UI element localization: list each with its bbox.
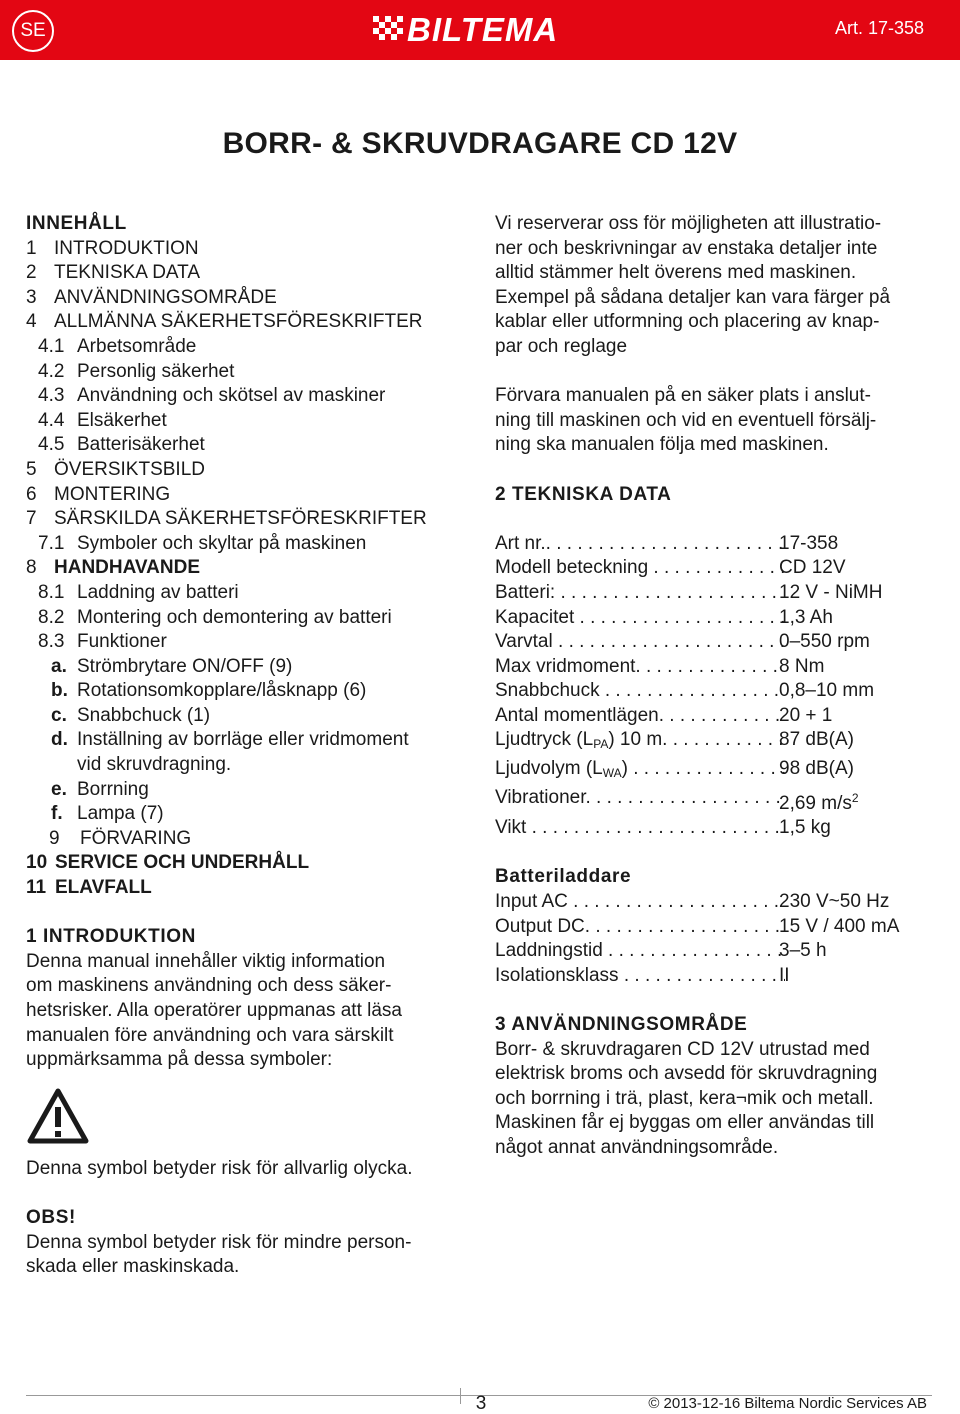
toc-item: 3 ANVÄNDNINGSOMRÅDE [26,286,277,308]
storage-line: ning ska manualen följa med maskinen. [495,434,829,456]
intro-line: uppmärksamma på dessa symboler: [26,1049,333,1071]
disclaimer-line: alltid stämmer helt överens med maskinen. [495,262,857,284]
charger-heading: Batteriladdare [495,866,632,888]
toc-item: d. Inställning av borrläge eller vridmoment [51,729,409,751]
toc-item: b. Rotationsomkopplare/låsknapp (6) [51,680,367,702]
spec-row: Output DC. . . . 15 V / 400 mA [495,915,935,940]
intro-heading: 1 INTRODUKTION [26,926,196,948]
intro-line: Denna manual innehåller viktig information [26,950,386,972]
brand-logo [373,12,558,48]
usage-line: något annat användningsområde. [495,1136,779,1158]
toc-item: 4.2 Personlig säkerhet [38,360,235,382]
usage-heading: 3 ANVÄNDNINGSOMRÅDE [495,1014,748,1035]
toc-item: 11 ELAVFALL [26,877,152,899]
disclaimer-line: par och reglage [495,335,628,357]
disclaimer-line: ner och beskrivningar av enstaka detaljer inte [495,237,878,259]
usage-line: elektrisk broms och avsedd för skruvdragning [495,1063,878,1085]
page-title: BORR- & SKRUVDRAGARE CD 12V [222,127,738,160]
spec-row: Vibrationer. . . . 2,69 $m/s^2$ [495,786,935,817]
spec-row: Max vridmoment. . . . 8 Nm [495,655,935,680]
spec-row: Ljudtryck $(L_{PA})$ 10 m. . . . 87 dB(A) [495,728,935,757]
spec-row: Modell beteckning . . . CD 12V [495,556,935,581]
toc-item: 8.1 Laddning av batteri [38,581,239,603]
spec-row: Laddningstid . . . 3–5 h [495,939,935,964]
storage-line: Förvara manualen på en säker plats i anslut- [495,385,871,407]
toc-heading: INNEHÅLL [26,213,127,234]
page-number: 3 [475,1393,487,1414]
spec-row: Isolationsklass . . . II [495,964,935,989]
checkered-flag-icon [373,16,403,44]
toc-item: 9 FÖRVARING [49,827,192,849]
warning-text: Denna symbol betyder risk för allvarlig olycka. [26,1157,413,1179]
toc-item: 4.1 Arbetsområde [38,335,197,357]
toc-item: 1 INTRODUKTION [26,237,199,259]
toc-item: 2 TEKNISKA DATA [26,262,201,284]
toc-item: 4.3 Användning och skötsel av maskiner [38,385,386,407]
spec-row: Ljudvolym $(L_{WA})$ . . . 98 dB(A) [495,757,935,786]
toc-item: 4.4 Elsäkerhet [38,409,167,431]
header-bar [0,0,960,60]
disclaimer-line: Exempel på sådana detaljer kan vara färger på [495,286,891,308]
language-badge: SE [12,10,54,52]
tech-heading: 2 TEKNISKA DATA [495,483,672,505]
toc-item: c. Snabbchuck (1) [51,704,211,726]
spec-row: Varvtal . . . 0–550 rpm [495,630,935,655]
toc-item: 5 ÖVERSIKTSBILD [26,458,205,480]
storage-line: ning till maskinen och vid en eventuell försälj- [495,409,877,431]
disclaimer-line: Vi reserverar oss för möjligheten att illustratio- [495,213,882,234]
toc-item: vid skruvdragning. [77,754,232,776]
toc-item: 6 MONTERING [26,483,171,505]
spec-row: Input AC . . . 230 V~50 Hz [495,890,935,915]
copyright: © 2013-12-16 Biltema Nordic Services AB [648,1395,927,1412]
right-column [495,212,935,1161]
intro-line: manualen före användning och vara särskilt [26,1024,394,1046]
left-column [26,212,466,1280]
spec-row: Antal momentlägen. . . . 20 + 1 [495,704,935,729]
toc-item: 4 ALLMÄNNA SÄKERHETSFÖRESKRIFTER [26,311,423,333]
brand-name: BILTEMA [407,11,559,48]
toc-item: 8.3 Funktioner [38,631,167,653]
disclaimer-line: kablar eller utformning och placering av knap- [495,311,880,333]
spec-row: Snabbchuck . . . 0,8–10 mm [495,679,935,704]
toc-item: 7.1 Symboler och skyltar på maskinen [38,532,367,554]
toc-item: 10 SERVICE OCH UNDERHÅLL [26,852,310,874]
toc-item: f. Lampa (7) [51,803,164,825]
warning-triangle-icon [26,1087,90,1145]
spec-row: Batteri: . . . 12 V - NiMH [495,581,935,606]
toc-item: 8.2 Montering och demontering av batteri [38,606,392,628]
toc-item: a. Strömbrytare ON/OFF (9) [51,655,293,677]
spec-row: Vikt . . . 1,5 kg [495,816,935,841]
toc-item: 7 SÄRSKILDA SÄKERHETSFÖRESKRIFTER [26,508,427,530]
toc-item: e. Borrning [51,778,149,800]
spec-row: Kapacitet . . . 1,3 Ah [495,606,935,631]
toc-item: 4.5 Batterisäkerhet [38,434,205,456]
usage-line: Borr- & skruvdragaren CD 12V utrustad med [495,1038,870,1060]
usage-line: Maskinen får ej byggas om eller användas till [495,1112,875,1134]
spec-row: Art nr.. . . . 17-358 [495,532,935,557]
obs-line: skada eller maskinskada. [26,1256,240,1278]
article-number: Art. 17-358 [834,18,924,38]
obs-label: OBS! [26,1206,76,1228]
intro-line: om maskinens användning och dess säker- [26,975,392,997]
usage-line: och borrning i trä, plast, kera¬mik och metall. [495,1087,874,1109]
intro-line: hetsrisker. Alla operatörer uppmanas att läsa [26,1000,402,1021]
obs-line: Denna symbol betyder risk för mindre person- [26,1231,412,1253]
toc-item: 8 HANDHAVANDE [26,557,201,579]
